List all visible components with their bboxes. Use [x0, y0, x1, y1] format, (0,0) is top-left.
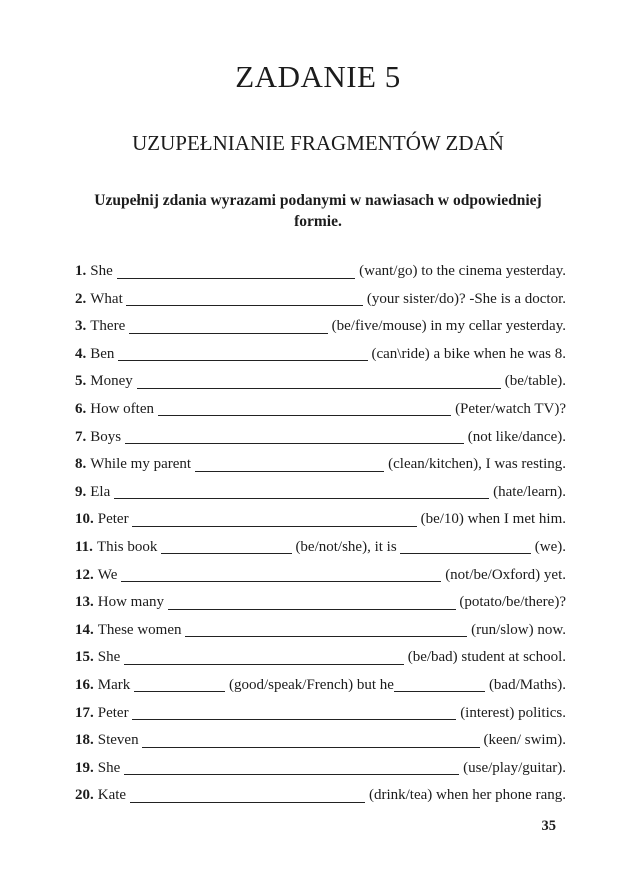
answer-blank: [114, 483, 489, 502]
answer-blank: [134, 676, 225, 695]
exercise-item: [75, 428, 566, 447]
answer-blank: [130, 786, 365, 805]
item-text: Ela: [90, 483, 114, 500]
exercise-item: [75, 566, 566, 585]
item-text: Ben: [90, 345, 119, 362]
exercise-item: [75, 290, 566, 309]
answer-blank: [126, 290, 363, 309]
exercise-item: [75, 621, 566, 640]
answer-blank: [394, 676, 485, 695]
item-number: 11.: [75, 538, 93, 555]
answer-blank: [185, 621, 467, 640]
answer-blank: [137, 372, 502, 391]
page-subtitle: UZUPEŁNIANIE FRAGMENTÓW ZDAŃ: [132, 131, 504, 155]
item-number: 16.: [75, 676, 94, 693]
item-number: 7.: [75, 428, 87, 445]
item-number: 6.: [75, 400, 87, 417]
page-number: 35: [541, 818, 556, 834]
item-text: (drink/tea) when her phone rang.: [365, 787, 566, 804]
exercise-item: [75, 400, 566, 419]
exercise-item: [75, 648, 566, 667]
answer-blank: [124, 759, 459, 778]
item-text: (can\ride) a bike when he was 8.: [367, 345, 566, 362]
item-text: This book: [96, 538, 162, 555]
item-number: 2.: [75, 290, 87, 307]
exercise-item: [75, 538, 566, 557]
exercise-item: [75, 483, 566, 502]
exercise-list: [75, 262, 566, 805]
item-number: 19.: [75, 759, 94, 776]
item-number: 5.: [75, 373, 87, 390]
item-text: (be/bad) student at school.: [403, 649, 566, 666]
item-text: She: [90, 263, 117, 279]
item-text: (your sister/do)? -She is a doctor.: [363, 290, 566, 307]
answer-blank: [400, 538, 531, 557]
answer-blank: [118, 345, 368, 364]
item-text: She: [97, 649, 124, 666]
item-text: (we).: [531, 538, 566, 555]
item-text: Boys: [90, 428, 125, 445]
item-text: (not like/dance).: [463, 428, 566, 445]
answer-blank: [117, 262, 356, 281]
item-number: 3.: [75, 318, 87, 335]
instruction-text: Uzupełnij zdania wyrazami podanymi w nawiasach w odpowiedniej formie.: [94, 192, 542, 230]
answer-blank: [142, 731, 479, 750]
item-text: Kate: [97, 787, 130, 804]
item-text: (potato/be/there)?: [455, 594, 566, 611]
answer-blank: [161, 538, 292, 557]
item-text: While my parent: [90, 456, 195, 473]
item-text: (interest) politics.: [456, 704, 566, 721]
item-text: (be/10) when I met him.: [416, 511, 566, 528]
item-text: (good/speak/French) but he: [225, 676, 394, 693]
answer-blank: [132, 704, 456, 723]
exercise-item: [75, 510, 566, 529]
item-text: (clean/kitchen), I was resting.: [384, 456, 566, 473]
item-text: Peter: [97, 511, 133, 528]
item-number: 9.: [75, 483, 87, 500]
item-text: Money: [90, 373, 137, 390]
item-number: 20.: [75, 787, 94, 804]
answer-blank: [158, 400, 452, 419]
item-number: 14.: [75, 621, 94, 638]
item-text: (not/be/Oxford) yet.: [441, 566, 566, 583]
exercise-item: [75, 676, 566, 695]
item-text: There: [90, 318, 129, 335]
item-number: 1.: [75, 263, 87, 279]
exercise-item: [75, 455, 566, 474]
item-text: She: [97, 759, 124, 776]
item-text: (be/five/mouse) in my cellar yesterday.: [327, 318, 566, 335]
exercise-item: [75, 345, 566, 364]
item-text: (use/play/guitar).: [459, 759, 566, 776]
item-text: How often: [90, 400, 158, 417]
answer-blank: [125, 428, 464, 447]
item-text: How many: [97, 594, 168, 611]
item-number: 12.: [75, 566, 94, 583]
item-text: (be/not/she), it is: [291, 538, 401, 555]
item-text: (run/slow) now.: [467, 621, 566, 638]
item-text: (hate/learn).: [489, 483, 566, 500]
answer-blank: [121, 566, 441, 585]
item-text: Mark: [97, 676, 134, 693]
item-text: We: [97, 566, 122, 583]
exercise-item: [75, 786, 566, 805]
page-title: ZADANIE 5: [235, 59, 401, 94]
item-text: Steven: [97, 732, 143, 749]
item-text: (want/go) to the cinema yesterday.: [355, 263, 566, 279]
exercise-item: [75, 731, 566, 750]
item-text: These women: [97, 621, 186, 638]
item-text: (be/table).: [501, 373, 566, 390]
exercise-item: [75, 372, 566, 391]
item-number: 13.: [75, 594, 94, 611]
item-number: 15.: [75, 649, 94, 666]
answer-blank: [129, 317, 328, 336]
answer-blank: [124, 648, 404, 667]
item-number: 10.: [75, 511, 94, 528]
item-text: Peter: [97, 704, 133, 721]
answer-blank: [132, 510, 417, 529]
item-number: 18.: [75, 732, 94, 749]
item-text: (bad/Maths).: [485, 676, 567, 693]
exercise-item: [75, 262, 566, 281]
item-number: 8.: [75, 456, 87, 473]
item-number: 17.: [75, 704, 94, 721]
exercise-item: [75, 704, 566, 723]
answer-blank: [168, 593, 456, 612]
item-text: What: [90, 290, 127, 307]
exercise-item: [75, 593, 566, 612]
item-number: 4.: [75, 345, 87, 362]
exercise-item: [75, 759, 566, 778]
item-text: (Peter/watch TV)?: [451, 400, 566, 417]
item-text: (keen/ swim).: [479, 732, 566, 749]
exercise-item: [75, 317, 566, 336]
answer-blank: [195, 455, 385, 474]
